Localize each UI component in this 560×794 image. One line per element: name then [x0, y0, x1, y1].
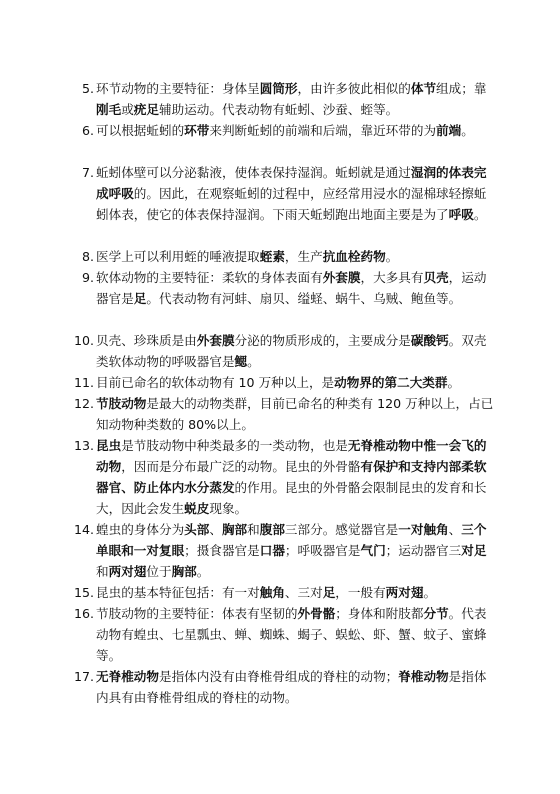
list-item-14 [74, 519, 494, 582]
list-item-12 [74, 393, 494, 435]
key-term: 动物界的第二大类群 [334, 375, 448, 390]
key-term: 两对翅 [385, 585, 424, 600]
text-run: 或 [121, 102, 134, 117]
text-run: ，大多具有 [360, 270, 424, 285]
text-run: ，由许多彼此相似的 [297, 81, 411, 96]
text-run: 的。因此，在观察蚯蚓的过程中，应经常用浸水的湿棉球轻擦蚯蚓体表，使它的体表保持湿润。下雨天蚯蚓跑出地面主要是为了 [96, 186, 487, 222]
text-run: 医学上可以利用蛭的唾液提取 [96, 249, 260, 264]
text-run: 和 [247, 522, 260, 537]
text-run: 。 [385, 249, 399, 264]
item-number: 11. [74, 375, 95, 390]
text-run: ，运动器官是 [96, 270, 487, 306]
text-run: 辅助运动。代表动物有蚯蚓、沙蚕、蛭等。 [158, 102, 399, 117]
text-run: ；呼吸器官是 [284, 543, 361, 558]
text-run: 。 [473, 207, 487, 222]
text-run: 目前已命名的软体动物有 10 万种以上，是 [96, 375, 335, 390]
item-text [96, 666, 494, 708]
list-item-13 [74, 435, 494, 519]
key-term: 头部 [184, 522, 210, 537]
text-run: 是最大的动物类群，目前已命名的种类有 120 万种以上，占已知动物种类数的 80%以上。 [96, 396, 494, 432]
item-text [96, 372, 494, 393]
text-run: 。 [461, 123, 474, 138]
text-run: 是节肢动物中种类最多的一类动物，也是 [121, 438, 348, 453]
item-text [96, 162, 494, 225]
key-term: 碳酸钙 [410, 333, 449, 348]
text-run: 贝壳、珍珠质是由 [96, 333, 197, 348]
key-term: 抗血栓药物 [322, 249, 386, 264]
item-text [96, 330, 494, 372]
list-item-6 [74, 120, 494, 141]
item-number: 6. [81, 123, 94, 138]
item-text [96, 246, 494, 267]
list-item-17 [74, 666, 494, 708]
text-run: 是指体内没有由脊椎骨组成的脊柱的动物； [158, 669, 399, 684]
text-run: ，生产 [284, 249, 323, 264]
key-term: 气门 [360, 543, 386, 558]
key-term: 前端 [436, 123, 462, 138]
text-run: ，因而是分布最广泛的动物。昆虫的外骨骼 [121, 459, 361, 474]
key-term: 一对触角 [398, 522, 449, 537]
list-item-5 [74, 78, 494, 120]
key-term: 两对翅 [108, 564, 147, 579]
item-text [96, 519, 494, 582]
text-run: ；身体和附肢都 [335, 606, 424, 621]
item-text [96, 603, 494, 666]
key-term: 足 [322, 585, 336, 600]
item-text [96, 435, 494, 519]
key-term: 足 [133, 291, 147, 306]
text-run: 蚯蚓体壁可以分泌黏液，使体表保持湿润。蚯蚓就是通过 [96, 165, 411, 180]
key-term: 分节 [423, 606, 449, 621]
key-term: 无脊椎动物 [96, 669, 159, 684]
item-text [96, 582, 494, 603]
item-number: 17. [74, 669, 95, 684]
key-term: 环带 [184, 123, 210, 138]
item-number: 5. [81, 81, 94, 96]
text-run: 。代表动物有河蚌、扇贝、缢蛏、蜗牛、乌贼、鲍鱼等。 [146, 291, 462, 306]
text-run: 。双壳类软体动物的呼吸器官是 [96, 333, 487, 369]
key-term: 蛭素 [259, 249, 285, 264]
key-term: 对足 [461, 543, 487, 558]
item-number: 14. [74, 522, 95, 537]
text-run: ；摄食器官是 [184, 543, 260, 558]
text-run: 节肢动物的主要特征：体表有坚韧的 [96, 606, 298, 621]
list-item-16 [74, 603, 494, 666]
text-run: 、 [209, 522, 222, 537]
text-run: 分泌的物质形成的，主要成分是 [234, 333, 411, 348]
key-term: 贝壳 [423, 270, 449, 285]
key-term: 湿润的体表完成呼吸 [96, 165, 487, 201]
list-item-9 [74, 267, 494, 309]
text-run: 来判断蚯蚓的前端和后端，靠近环带的为 [209, 123, 437, 138]
text-run: 环节动物的主要特征：身体呈 [96, 81, 260, 96]
item-number: 16. [74, 606, 95, 621]
key-term: 外套膜 [196, 333, 235, 348]
text-run: 。代表动物有蝗虫、七星瓢虫、蝉、蜘蛛、蝎子、蜈蚣、虾、蟹、蚊子、蜜蜂等。 [96, 606, 487, 663]
text-run: 是指体内具有由脊椎骨组成的脊柱的动物。 [96, 669, 487, 705]
key-term: 三个单眼和一对复眼 [96, 522, 487, 558]
key-term: 胸部 [171, 564, 197, 579]
text-run: 软体动物的主要特征：柔软的身体表面有 [96, 270, 323, 285]
key-term: 触角 [259, 585, 285, 600]
key-term: 口器 [259, 543, 285, 558]
text-run: 位于 [146, 564, 172, 579]
text-run: 现象。 [209, 501, 248, 516]
key-term: 脊椎动物 [398, 669, 449, 684]
key-term: 蜕皮 [184, 501, 210, 516]
list-item-10 [74, 330, 494, 372]
item-text [96, 120, 494, 141]
key-term: 外套膜 [322, 270, 361, 285]
text-run: 。 [423, 585, 437, 600]
text-run: 、 [448, 522, 462, 537]
key-term: 有保护和支持内部柔软器官、防止体内水分蒸发 [96, 459, 487, 495]
text-run: 和 [96, 564, 109, 579]
item-number: 15. [74, 585, 95, 600]
text-run: 可以根据蚯蚓的 [96, 123, 185, 138]
text-run: 。 [247, 354, 260, 369]
key-term: 胸部 [221, 522, 248, 537]
list-item-11 [74, 372, 494, 393]
key-term: 外骨骼 [297, 606, 336, 621]
key-term: 腹部 [259, 522, 285, 537]
text-run: 组成；靠 [436, 81, 487, 96]
key-term: 刚毛 [96, 102, 122, 117]
key-term: 圆筒形 [259, 81, 298, 96]
item-number: 12. [74, 396, 95, 411]
key-term: 鳃 [234, 354, 248, 369]
text-run: 三部分。感觉器官是 [284, 522, 399, 537]
item-text [96, 78, 494, 120]
key-term: 节肢动物 [96, 396, 147, 411]
text-run: 昆虫的基本特征包括：有一对 [96, 585, 260, 600]
item-text [96, 393, 494, 435]
text-run: ，一般有 [335, 585, 386, 600]
text-run: 。 [196, 564, 210, 579]
item-number: 9. [81, 270, 94, 285]
text-run: ；运动器官三 [385, 543, 462, 558]
item-text [96, 267, 494, 309]
key-term: 昆虫 [96, 438, 122, 453]
text-run: 、三对 [284, 585, 323, 600]
key-term: 疣足 [133, 102, 159, 117]
text-run: 的作用。昆虫的外骨骼会限制昆虫的发育和长大，因此会发生 [96, 480, 487, 516]
text-run: 蝗虫的身体分为 [96, 522, 185, 537]
list-item-15 [74, 582, 494, 603]
item-number: 13. [74, 438, 95, 453]
text-run: 。 [447, 375, 461, 390]
key-term: 无脊椎动物中惟一会飞的动物 [96, 438, 487, 474]
item-number: 7. [81, 165, 94, 180]
list-item-8 [74, 246, 494, 267]
key-term: 体节 [410, 81, 437, 96]
item-number: 8. [81, 249, 94, 264]
list-item-7 [74, 162, 494, 225]
item-number: 10. [74, 333, 95, 348]
key-term: 呼吸 [448, 207, 474, 222]
